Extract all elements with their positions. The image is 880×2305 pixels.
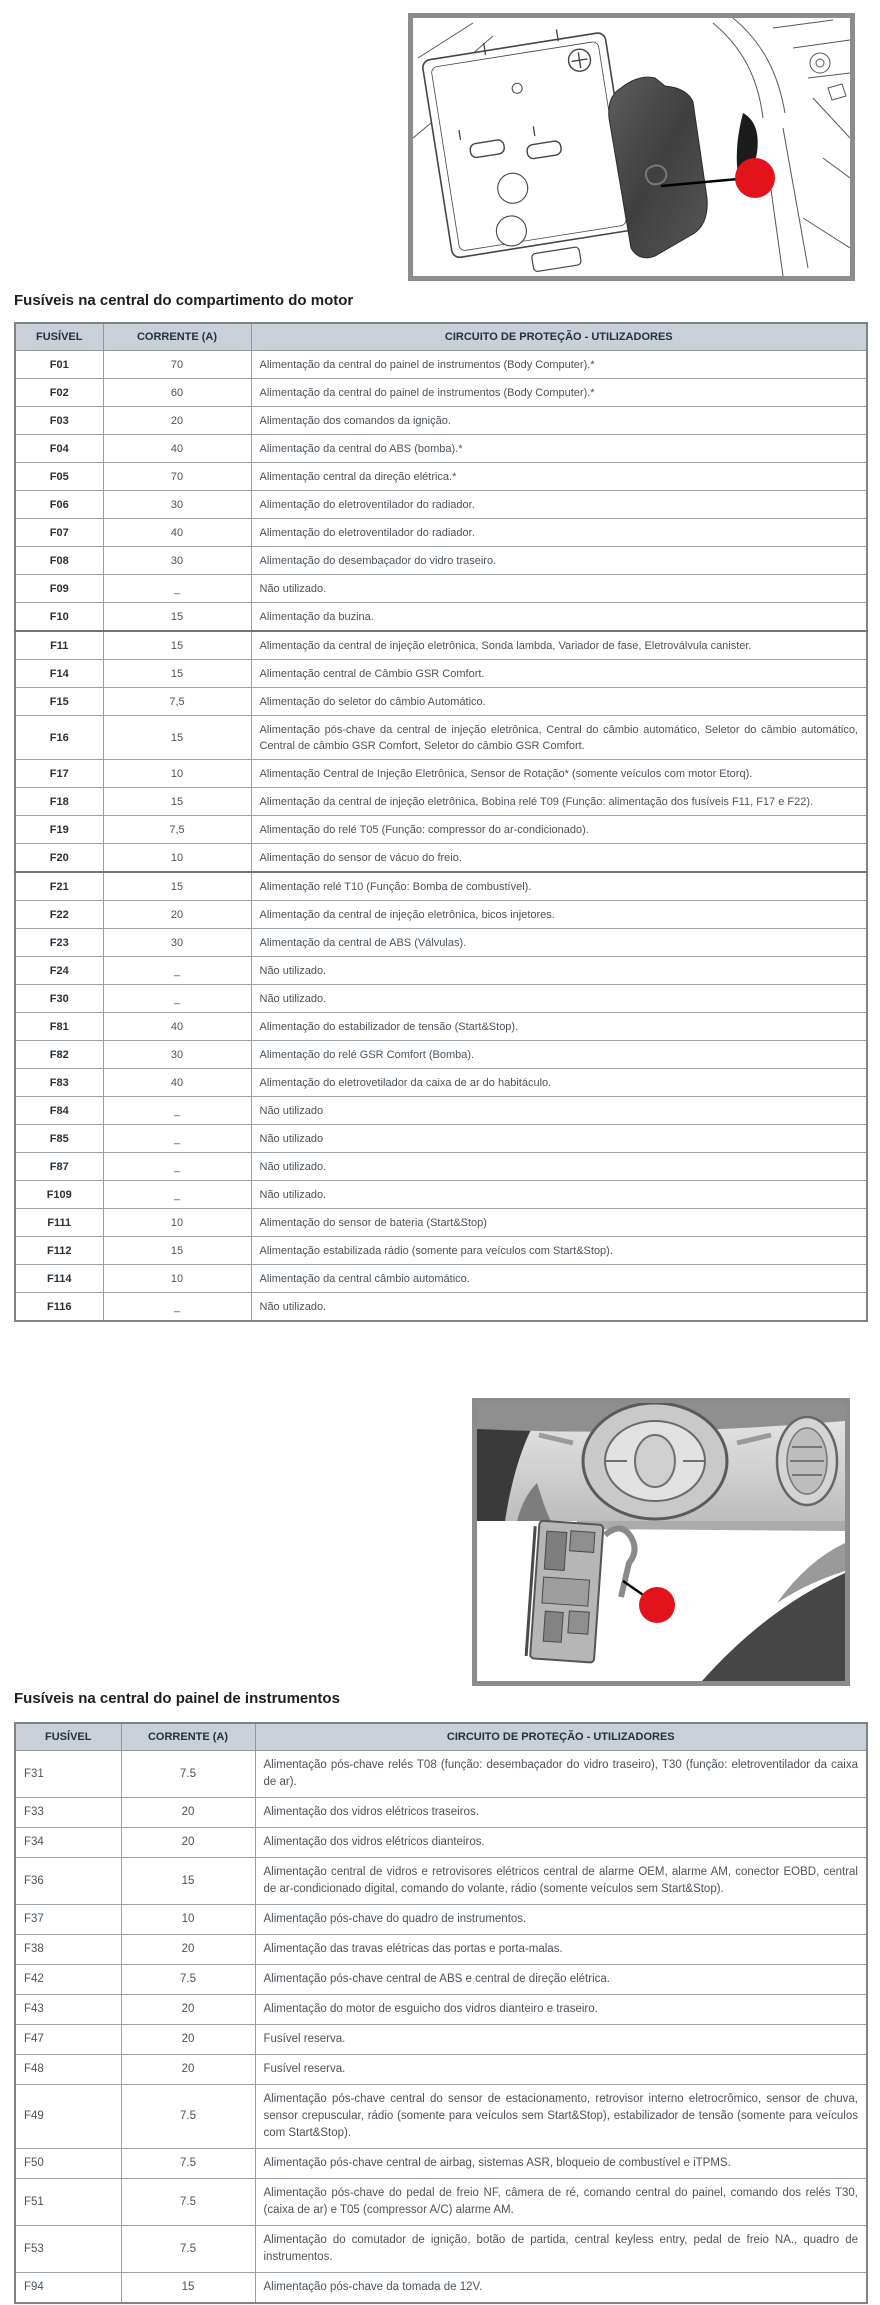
- current-cell: 15: [103, 603, 251, 632]
- fuse-id-cell: F36: [15, 1858, 121, 1905]
- fuse-id-cell: F33: [15, 1798, 121, 1828]
- side-air-vent-icon: [777, 1417, 837, 1505]
- fuse-id-cell: F21: [15, 872, 103, 901]
- current-cell: 7.5: [121, 1751, 255, 1798]
- fuse-id-cell: F42: [15, 1965, 121, 1995]
- fuse-id-cell: F15: [15, 688, 103, 716]
- table-row: [15, 844, 867, 873]
- red-location-dot: [639, 1587, 675, 1623]
- circuit-cell: Alimentação pós-chave do pedal de freio NF, câmera de ré, comando central do painel, comando dos relés T30, (caixa de ar) e T05 (compressor A/C) alarme AM.: [255, 2179, 867, 2226]
- table-row: [15, 688, 867, 716]
- col-header-current: CORRENTE (A): [103, 323, 251, 351]
- table-row: [15, 2226, 867, 2273]
- table-row: [15, 435, 867, 463]
- fuse-id-cell: F53: [15, 2226, 121, 2273]
- circuit-cell: Alimentação da central do painel de instrumentos (Body Computer).*: [251, 351, 867, 379]
- current-cell: _: [103, 575, 251, 603]
- fuse-id-cell: F85: [15, 1125, 103, 1153]
- circuit-cell: Não utilizado.: [251, 1153, 867, 1181]
- fuse-id-cell: F47: [15, 2025, 121, 2055]
- circuit-cell: Alimentação da central de injeção eletrônica, bicos injetores.: [251, 901, 867, 929]
- current-cell: _: [103, 1293, 251, 1322]
- circuit-cell: Alimentação da central de ABS (Válvulas).: [251, 929, 867, 957]
- fuse-id-cell: F07: [15, 519, 103, 547]
- table-row: [15, 1828, 867, 1858]
- current-cell: 30: [103, 491, 251, 519]
- current-cell: _: [103, 1097, 251, 1125]
- table-row: [15, 1181, 867, 1209]
- table-row: [15, 1209, 867, 1237]
- red-location-dot: [735, 158, 775, 198]
- table-row: [15, 547, 867, 575]
- circuit-cell: Não utilizado.: [251, 1181, 867, 1209]
- fuse-id-cell: F17: [15, 760, 103, 788]
- circuit-cell: Alimentação pós-chave central de ABS e central de direção elétrica.: [255, 1965, 867, 1995]
- table-row: [15, 1935, 867, 1965]
- table-row: [15, 463, 867, 491]
- table-row: [15, 351, 867, 379]
- table-row: [15, 1965, 867, 1995]
- fuse-id-cell: F114: [15, 1265, 103, 1293]
- circuit-cell: Alimentação da central de injeção eletrônica, Bobina relé T09 (Função: alimentação dos fusíveis F11, F17 e F22).: [251, 788, 867, 816]
- table-row: [15, 2025, 867, 2055]
- table-header-row: [15, 1723, 867, 1751]
- circuit-cell: Alimentação dos vidros elétricos dianteiros.: [255, 1828, 867, 1858]
- circuit-cell: Alimentação dos comandos da ignição.: [251, 407, 867, 435]
- circuit-cell: Alimentação da central do painel de instrumentos (Body Computer).*: [251, 379, 867, 407]
- fuse-id-cell: F19: [15, 816, 103, 844]
- fuse-id-cell: F11: [15, 631, 103, 660]
- fuse-id-cell: F83: [15, 1069, 103, 1097]
- circuit-cell: Alimentação da central de injeção eletrônica, Sonda lambda, Variador de fase, Eletroválvula canister.: [251, 631, 867, 660]
- current-cell: 20: [121, 1935, 255, 1965]
- table-row: [15, 1237, 867, 1265]
- table-row: [15, 660, 867, 688]
- circuit-cell: Alimentação do motor de esguicho dos vidros dianteiro e traseiro.: [255, 1995, 867, 2025]
- table-row: [15, 1013, 867, 1041]
- table-row: [15, 2055, 867, 2085]
- circuit-cell: Alimentação central de vidros e retrovisores elétricos central de alarme OEM, alarme AM, conector EOBD, central de ar-condicionado digital, comando do volante, rádio (somente veículos sem Start&Stop).: [255, 1858, 867, 1905]
- table-row: [15, 491, 867, 519]
- current-cell: 15: [103, 788, 251, 816]
- table-row: [15, 1995, 867, 2025]
- col-header-fuse: FUSÍVEL: [15, 323, 103, 351]
- table-row: [15, 1097, 867, 1125]
- fuse-id-cell: F37: [15, 1905, 121, 1935]
- fuse-id-cell: F04: [15, 435, 103, 463]
- current-cell: 7.5: [121, 2179, 255, 2226]
- fuse-id-cell: F30: [15, 985, 103, 1013]
- fuse-id-cell: F10: [15, 603, 103, 632]
- current-cell: _: [103, 1125, 251, 1153]
- circuit-cell: Alimentação do relé GSR Comfort (Bomba).: [251, 1041, 867, 1069]
- current-cell: _: [103, 985, 251, 1013]
- circuit-cell: Alimentação do eletrovetilador da caixa de ar do habitáculo.: [251, 1069, 867, 1097]
- current-cell: 15: [121, 1858, 255, 1905]
- table-row: [15, 631, 867, 660]
- current-cell: 7.5: [121, 2226, 255, 2273]
- table-row: [15, 519, 867, 547]
- circuit-cell: Alimentação pós-chave relés T08 (função: desembaçador do vidro traseiro), T30 (função: eletroventilador da caixa de ar).: [255, 1751, 867, 1798]
- table-row: [15, 407, 867, 435]
- fuse-id-cell: F14: [15, 660, 103, 688]
- circuit-cell: Alimentação pós-chave central de airbag, sistemas ASR, bloqueio de combustível e iTPMS.: [255, 2149, 867, 2179]
- table-header-row: [15, 323, 867, 351]
- current-cell: 30: [103, 547, 251, 575]
- current-cell: 10: [103, 1265, 251, 1293]
- fuse-id-cell: F05: [15, 463, 103, 491]
- current-cell: 70: [103, 463, 251, 491]
- circuit-cell: Alimentação do desembaçador do vidro traseiro.: [251, 547, 867, 575]
- fuse-id-cell: F116: [15, 1293, 103, 1322]
- table-row: [15, 1751, 867, 1798]
- engine-compartment-illustration: [413, 18, 850, 276]
- fuse-id-cell: F38: [15, 1935, 121, 1965]
- table-row: [15, 1153, 867, 1181]
- table-row: [15, 816, 867, 844]
- table-row: [15, 379, 867, 407]
- circuit-cell: Alimentação do estabilizador de tensão (Start&Stop).: [251, 1013, 867, 1041]
- current-cell: 70: [103, 351, 251, 379]
- current-cell: 20: [121, 1798, 255, 1828]
- col-header-fuse: FUSÍVEL: [15, 1723, 121, 1751]
- current-cell: 10: [103, 760, 251, 788]
- table-row: [15, 760, 867, 788]
- fuse-id-cell: F51: [15, 2179, 121, 2226]
- table-row: [15, 1265, 867, 1293]
- current-cell: _: [103, 1153, 251, 1181]
- circuit-cell: Alimentação do sensor de vácuo do freio.: [251, 844, 867, 873]
- table-row: [15, 929, 867, 957]
- current-cell: 40: [103, 435, 251, 463]
- fuse-id-cell: F08: [15, 547, 103, 575]
- circuit-cell: Não utilizado.: [251, 1293, 867, 1322]
- fuse-id-cell: F34: [15, 1828, 121, 1858]
- circuit-cell: Alimentação do sensor de bateria (Start&Stop): [251, 1209, 867, 1237]
- current-cell: _: [103, 1181, 251, 1209]
- fuse-id-cell: F23: [15, 929, 103, 957]
- current-cell: 40: [103, 1013, 251, 1041]
- current-cell: 7.5: [121, 2085, 255, 2149]
- table-row: [15, 716, 867, 760]
- engine-compartment-figure: [408, 13, 855, 281]
- circuit-cell: Fusível reserva.: [255, 2025, 867, 2055]
- circuit-cell: Fusível reserva.: [255, 2055, 867, 2085]
- current-cell: 20: [121, 1995, 255, 2025]
- section-heading-panel: Fusíveis na central do painel de instrumentos: [14, 1690, 340, 1707]
- fuse-id-cell: F03: [15, 407, 103, 435]
- table-row: [15, 985, 867, 1013]
- circuit-cell: Não utilizado.: [251, 985, 867, 1013]
- col-header-current: CORRENTE (A): [121, 1723, 255, 1751]
- table-row: [15, 1293, 867, 1322]
- fuse-id-cell: F43: [15, 1995, 121, 2025]
- fuse-id-cell: F48: [15, 2055, 121, 2085]
- circuit-cell: Alimentação da central do ABS (bomba).*: [251, 435, 867, 463]
- current-cell: 15: [103, 716, 251, 760]
- fuse-id-cell: F06: [15, 491, 103, 519]
- current-cell: 60: [103, 379, 251, 407]
- current-cell: 15: [103, 631, 251, 660]
- circuit-cell: Alimentação pós-chave central do sensor de estacionamento, retrovisor interno eletrocrômico, sensor de chuva, sensor crepuscular, rádio (somente para veículos sem Start&Stop), estabilizador de tensão (somente para veículos com Start&Stop).: [255, 2085, 867, 2149]
- table-row: [15, 1041, 867, 1069]
- fuse-id-cell: F81: [15, 1013, 103, 1041]
- current-cell: 7.5: [121, 1965, 255, 1995]
- table-row: [15, 1905, 867, 1935]
- col-header-circuit: CIRCUITO DE PROTEÇÃO - UTILIZADORES: [251, 323, 867, 351]
- fuse-id-cell: F09: [15, 575, 103, 603]
- panel-fuse-table: [14, 1722, 868, 2304]
- circuit-cell: Não utilizado: [251, 1125, 867, 1153]
- table-row: [15, 1798, 867, 1828]
- current-cell: 7.5: [121, 2149, 255, 2179]
- current-cell: 40: [103, 519, 251, 547]
- current-cell: 30: [103, 1041, 251, 1069]
- current-cell: 15: [103, 1237, 251, 1265]
- circuit-cell: Alimentação do comutador de ignição, botão de partida, central keyless entry, pedal de freio NA., quadro de instrumentos.: [255, 2226, 867, 2273]
- circuit-cell: Não utilizado.: [251, 957, 867, 985]
- fuse-id-cell: F87: [15, 1153, 103, 1181]
- fuse-id-cell: F82: [15, 1041, 103, 1069]
- table-row: [15, 788, 867, 816]
- table-row: [15, 2149, 867, 2179]
- fuse-id-cell: F109: [15, 1181, 103, 1209]
- current-cell: 10: [103, 844, 251, 873]
- current-cell: 20: [121, 1828, 255, 1858]
- table-row: [15, 575, 867, 603]
- fuse-id-cell: F20: [15, 844, 103, 873]
- engine-fuse-table: [14, 322, 868, 1322]
- fuse-id-cell: F112: [15, 1237, 103, 1265]
- circuit-cell: Alimentação do relé T05 (Função: compressor do ar-condicionado).: [251, 816, 867, 844]
- fuse-id-cell: F94: [15, 2273, 121, 2304]
- circuit-cell: Alimentação pós-chave do quadro de instrumentos.: [255, 1905, 867, 1935]
- current-cell: 20: [103, 407, 251, 435]
- table-row: [15, 901, 867, 929]
- table-row: [15, 1858, 867, 1905]
- circuit-cell: Alimentação relé T10 (Função: Bomba de combustível).: [251, 872, 867, 901]
- circuit-cell: Alimentação central da direção elétrica.*: [251, 463, 867, 491]
- circuit-cell: Alimentação estabilizada rádio (somente para veículos com Start&Stop).: [251, 1237, 867, 1265]
- current-cell: 15: [121, 2273, 255, 2304]
- current-cell: 40: [103, 1069, 251, 1097]
- current-cell: 20: [121, 2025, 255, 2055]
- circuit-cell: Alimentação do eletroventilador do radiador.: [251, 519, 867, 547]
- current-cell: 7,5: [103, 688, 251, 716]
- instrument-panel-illustration: [477, 1403, 845, 1681]
- current-cell: 10: [121, 1905, 255, 1935]
- fuse-id-cell: F50: [15, 2149, 121, 2179]
- circuit-cell: Alimentação do seletor do câmbio Automático.: [251, 688, 867, 716]
- current-cell: _: [103, 957, 251, 985]
- circuit-cell: Alimentação do eletroventilador do radiador.: [251, 491, 867, 519]
- col-header-circuit: CIRCUITO DE PROTEÇÃO - UTILIZADORES: [255, 1723, 867, 1751]
- current-cell: 15: [103, 660, 251, 688]
- fuse-id-cell: F18: [15, 788, 103, 816]
- instrument-panel-figure: [472, 1398, 850, 1686]
- fuse-id-cell: F02: [15, 379, 103, 407]
- table-row: [15, 603, 867, 632]
- current-cell: 20: [103, 901, 251, 929]
- fuse-id-cell: F31: [15, 1751, 121, 1798]
- current-cell: 7,5: [103, 816, 251, 844]
- table-row: [15, 2085, 867, 2149]
- current-cell: 30: [103, 929, 251, 957]
- table-row: [15, 1069, 867, 1097]
- fuse-id-cell: F16: [15, 716, 103, 760]
- current-cell: 20: [121, 2055, 255, 2085]
- current-cell: 15: [103, 872, 251, 901]
- circuit-cell: Não utilizado.: [251, 575, 867, 603]
- fuse-id-cell: F84: [15, 1097, 103, 1125]
- circuit-cell: Alimentação Central de Injeção Eletrônica, Sensor de Rotação* (somente veículos com motor Etorq).: [251, 760, 867, 788]
- table-row: [15, 2273, 867, 2304]
- circuit-cell: Alimentação central de Câmbio GSR Comfort.: [251, 660, 867, 688]
- fuse-id-cell: F01: [15, 351, 103, 379]
- circuit-cell: Alimentação da buzina.: [251, 603, 867, 632]
- circuit-cell: Alimentação pós-chave da central de injeção eletrônica, Central do câmbio automático, Seletor do câmbio automático, Central de câmbio GSR Comfort, Seletor do câmbio GSR Comfort.: [251, 716, 867, 760]
- fuse-id-cell: F22: [15, 901, 103, 929]
- table-row: [15, 872, 867, 901]
- current-cell: 10: [103, 1209, 251, 1237]
- circuit-cell: Alimentação pós-chave da tomada de 12V.: [255, 2273, 867, 2304]
- fuse-id-cell: F111: [15, 1209, 103, 1237]
- circuit-cell: Alimentação da central câmbio automático.: [251, 1265, 867, 1293]
- table-row: [15, 1125, 867, 1153]
- circuit-cell: Alimentação das travas elétricas das portas e porta-malas.: [255, 1935, 867, 1965]
- fuse-id-cell: F49: [15, 2085, 121, 2149]
- section-heading-engine: Fusíveis na central do compartimento do motor: [14, 292, 354, 309]
- table-row: [15, 2179, 867, 2226]
- circuit-cell: Não utilizado: [251, 1097, 867, 1125]
- circuit-cell: Alimentação dos vidros elétricos traseiros.: [255, 1798, 867, 1828]
- fuse-id-cell: F24: [15, 957, 103, 985]
- table-row: [15, 957, 867, 985]
